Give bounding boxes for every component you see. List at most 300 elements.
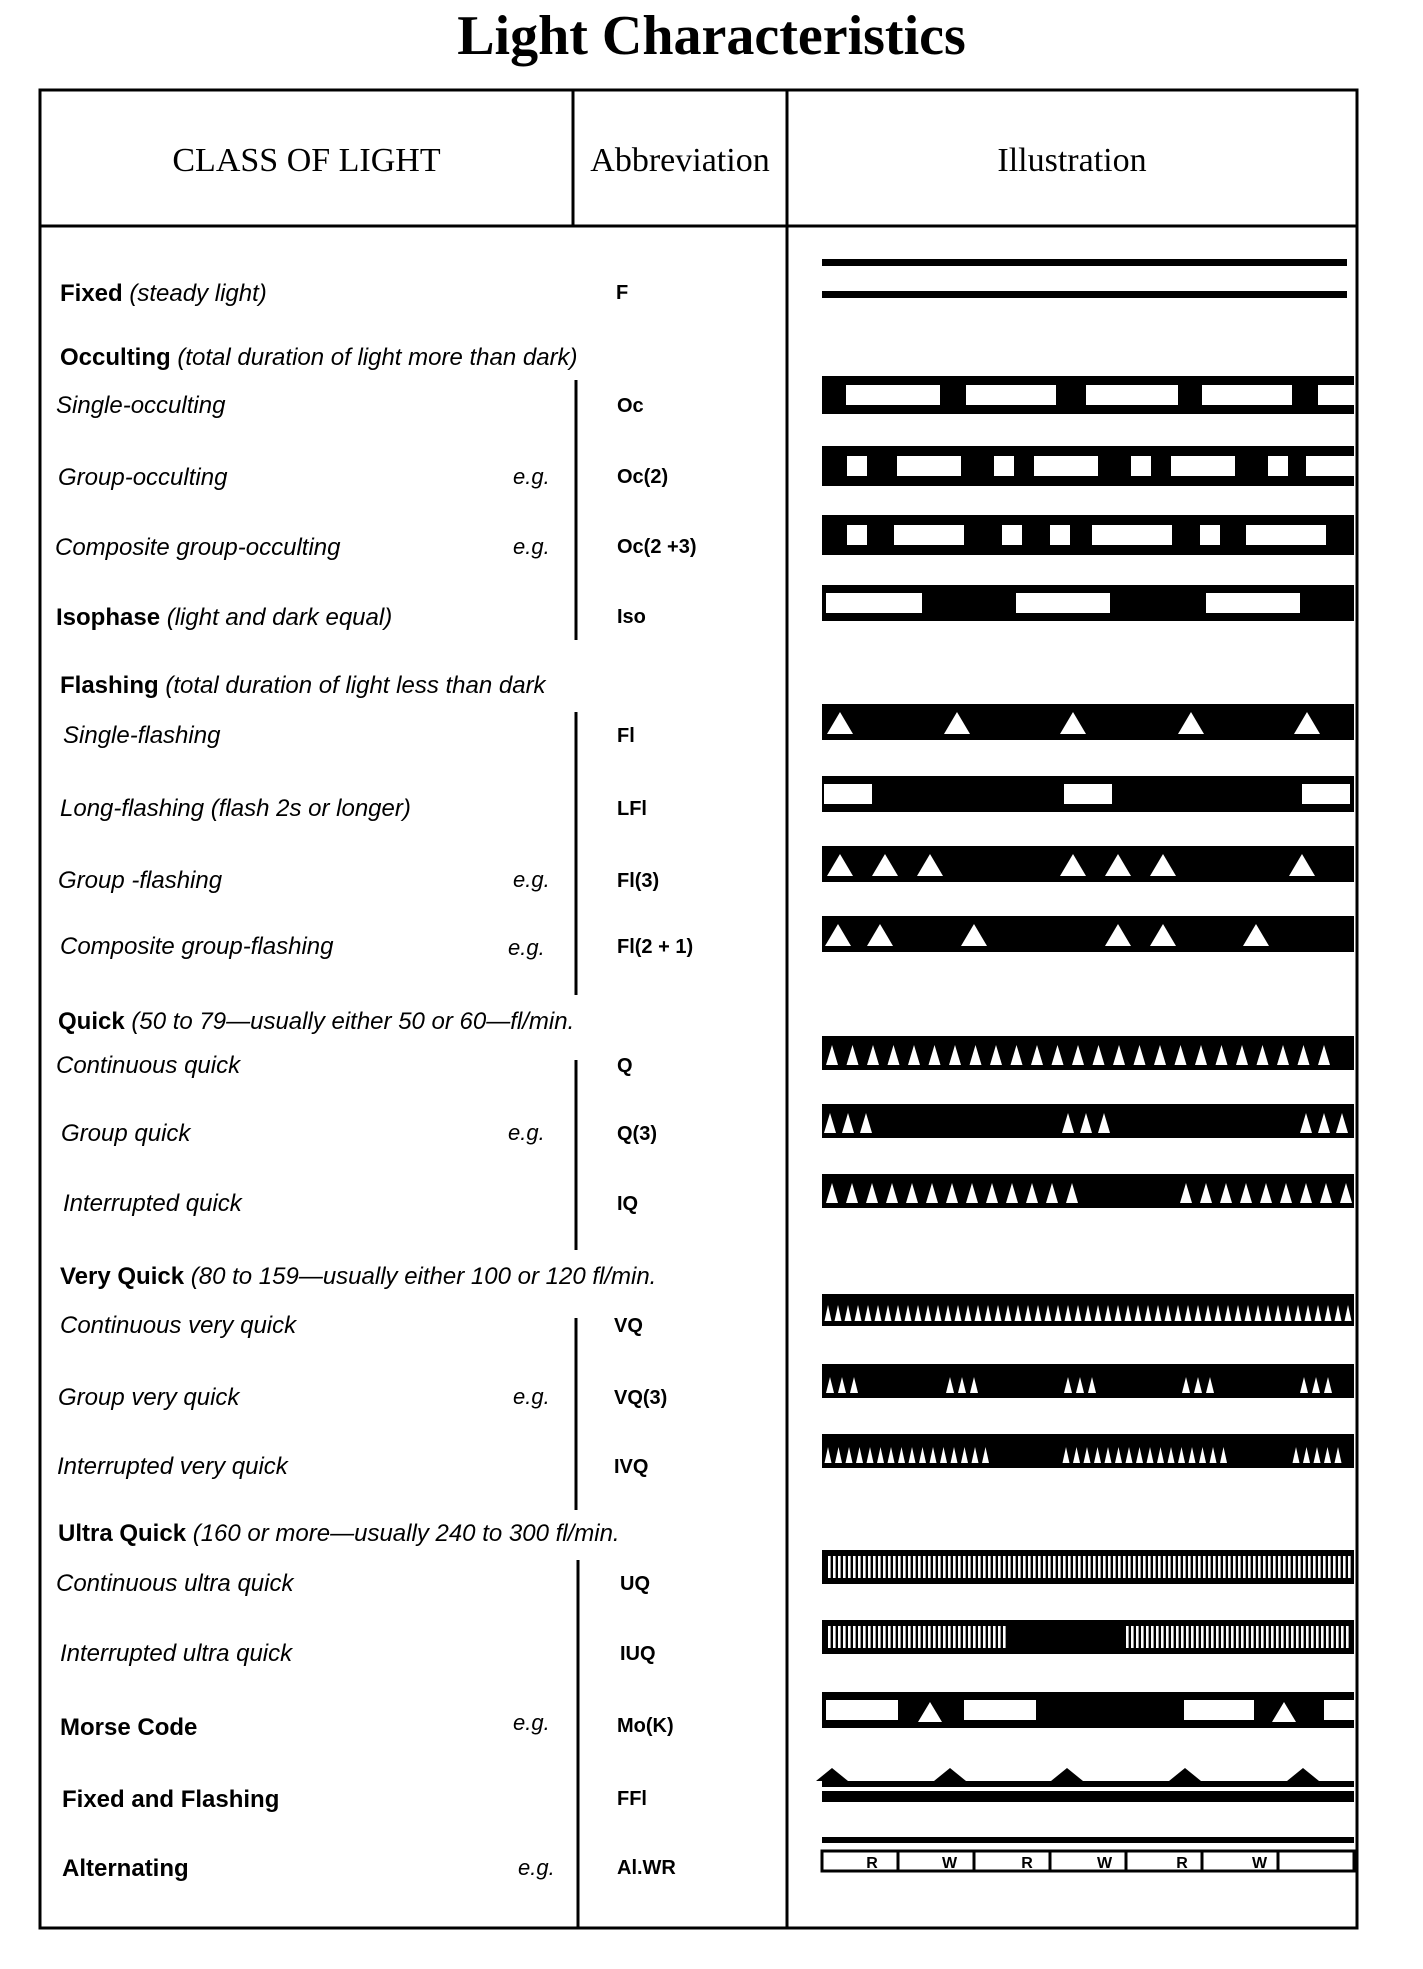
light-period: [1193, 1556, 1196, 1578]
row-label: Continuous quick: [56, 1052, 241, 1079]
abbreviation: VQ: [614, 1315, 643, 1337]
light-period: [958, 1556, 961, 1578]
light-period: [1143, 1556, 1146, 1578]
light-period: [1123, 1556, 1126, 1578]
light-period: [1053, 1556, 1056, 1578]
light-period: [1003, 1626, 1006, 1648]
example-marker: e.g.: [508, 1120, 545, 1145]
group-note: (160 or more—usually 240 to 300 fl/min.: [192, 1520, 620, 1547]
light-period: [1173, 1556, 1176, 1578]
light-period: [1238, 1556, 1241, 1578]
light-period: [1233, 1556, 1236, 1578]
header-illustration: Illustration: [997, 142, 1147, 179]
abbreviation: Fl(3): [617, 870, 660, 892]
light-period: [1338, 1556, 1341, 1578]
light-period: [1328, 1556, 1331, 1578]
light-period: [1348, 1556, 1351, 1578]
light-period: [1153, 1556, 1156, 1578]
light-period: [964, 1700, 1036, 1720]
group-heading-occulting: [60, 344, 578, 372]
light-period: [1141, 1626, 1144, 1648]
light-period: [1184, 1700, 1254, 1720]
light-period: [1083, 1556, 1086, 1578]
light-period: [1202, 385, 1292, 405]
light-period: [1248, 1556, 1251, 1578]
light-period: [973, 1626, 976, 1648]
light-period: [1151, 1626, 1154, 1648]
light-period: [858, 1626, 861, 1648]
light-period: [953, 1626, 956, 1648]
light-period: [893, 1556, 896, 1578]
light-period: [1008, 1556, 1011, 1578]
light-period: [1168, 1556, 1171, 1578]
light-period: [1318, 1556, 1321, 1578]
light-period: [1341, 1626, 1344, 1648]
light-period: [1236, 1626, 1239, 1648]
light-period: [903, 1556, 906, 1578]
light-period: [923, 1626, 926, 1648]
light-period: [1063, 1556, 1066, 1578]
group-name: Quick: [58, 1008, 125, 1035]
light-period: [898, 1626, 901, 1648]
light-period: [1018, 1556, 1021, 1578]
light-period: [1013, 1556, 1016, 1578]
light-period: [948, 1626, 951, 1648]
light-period: [1093, 1556, 1096, 1578]
light-period: [853, 1556, 856, 1578]
light-period: [888, 1626, 891, 1648]
light-period: [847, 456, 867, 476]
light-period: [1211, 1626, 1214, 1648]
light-period: [873, 1626, 876, 1648]
light-period: [983, 1626, 986, 1648]
abbreviation: Oc(2 +3): [617, 536, 697, 558]
light-period: [1023, 1556, 1026, 1578]
light-period: [978, 1556, 981, 1578]
light-period: [846, 385, 940, 405]
example-marker: e.g.: [513, 534, 550, 559]
abbreviation: Al.WR: [617, 1857, 676, 1879]
light-period: [1273, 1556, 1276, 1578]
header-class-of-light: CLASS OF LIGHT: [172, 142, 441, 179]
abbreviation: Mo(K): [617, 1715, 674, 1737]
light-period: [1028, 1556, 1031, 1578]
light-period: [1201, 1626, 1204, 1648]
light-period: [983, 1556, 986, 1578]
fixed-light-line: [822, 259, 1347, 266]
light-period: [898, 1556, 901, 1578]
light-period: [998, 1626, 1001, 1648]
light-period: [918, 1626, 921, 1648]
light-period: [826, 1700, 898, 1720]
alternating-colour-letter: R: [1021, 1855, 1033, 1872]
light-period: [847, 525, 867, 545]
light-period: [1321, 1626, 1324, 1648]
illustration-band: [822, 704, 1354, 740]
light-period: [858, 1556, 861, 1578]
light-period: [826, 593, 922, 613]
example-marker: e.g.: [518, 1855, 555, 1880]
light-period: [998, 1556, 1001, 1578]
light-period: [963, 1556, 966, 1578]
light-period: [1263, 1556, 1266, 1578]
light-period: [1068, 1556, 1071, 1578]
light-period: [948, 1556, 951, 1578]
group-name: Ultra Quick: [58, 1520, 187, 1547]
light-period: [1050, 525, 1070, 545]
light-period: [848, 1626, 851, 1648]
light-period: [1256, 1626, 1259, 1648]
row-label: Single-flashing: [63, 722, 221, 749]
light-period: [903, 1626, 906, 1648]
light-period: [1113, 1556, 1116, 1578]
light-period: [1118, 1556, 1121, 1578]
light-period: [843, 1556, 846, 1578]
light-period: [1278, 1556, 1281, 1578]
flash-mark: [1051, 1768, 1083, 1781]
group-note: (50 to 79—usually either 50 or 60—fl/min.: [131, 1008, 575, 1035]
row-label-text: Fixed: [60, 280, 123, 307]
light-period: [1166, 1626, 1169, 1648]
light-period: [1306, 456, 1354, 476]
light-period: [868, 1626, 871, 1648]
light-period: [918, 1556, 921, 1578]
light-period: [1241, 1626, 1244, 1648]
light-period: [1043, 1556, 1046, 1578]
abbreviation: Q: [617, 1055, 633, 1077]
row-label: Group quick: [61, 1120, 191, 1147]
light-period: [878, 1556, 881, 1578]
light-period: [1331, 1626, 1334, 1648]
light-period: [1261, 1626, 1264, 1648]
light-period: [1186, 1626, 1189, 1648]
light-period: [1313, 1556, 1316, 1578]
light-period: [1048, 1556, 1051, 1578]
light-period: [1221, 1626, 1224, 1648]
light-period: [928, 1626, 931, 1648]
abbreviation: IUQ: [620, 1643, 656, 1665]
light-period: [1126, 1626, 1129, 1648]
group-name: Flashing: [60, 672, 159, 699]
light-period: [913, 1626, 916, 1648]
light-period: [1163, 1556, 1166, 1578]
fixed-and-flashing-base: [822, 1796, 1354, 1802]
light-period: [1302, 784, 1350, 804]
light-period: [828, 1626, 831, 1648]
flash-mark: [816, 1768, 848, 1781]
row-label: Morse Code: [60, 1714, 198, 1741]
light-period: [838, 1556, 841, 1578]
light-period: [1283, 1556, 1286, 1578]
abbreviation: FFl: [617, 1788, 647, 1810]
light-period: [1178, 1556, 1181, 1578]
light-period: [993, 1626, 996, 1648]
light-period: [963, 1626, 966, 1648]
light-period: [843, 1626, 846, 1648]
light-period: [868, 1556, 871, 1578]
light-period: [1146, 1626, 1149, 1648]
light-period: [913, 1556, 916, 1578]
flash-mark: [934, 1768, 966, 1781]
light-period: [1216, 1626, 1219, 1648]
light-period: [824, 784, 872, 804]
light-period: [1243, 1556, 1246, 1578]
abbreviation: IQ: [617, 1193, 639, 1215]
light-period: [1131, 1626, 1134, 1648]
illustration-band: [822, 1364, 1354, 1398]
light-period: [1003, 1556, 1006, 1578]
light-period: [1002, 525, 1022, 545]
light-period: [848, 1556, 851, 1578]
light-period: [1196, 1626, 1199, 1648]
light-period: [1324, 1700, 1354, 1720]
light-period: [968, 1626, 971, 1648]
light-period: [1078, 1556, 1081, 1578]
light-period: [1158, 1556, 1161, 1578]
light-period: [1326, 1626, 1329, 1648]
light-period: [1064, 784, 1112, 804]
light-period: [1316, 1626, 1319, 1648]
light-period: [1293, 1556, 1296, 1578]
row-label: Fixed and Flashing: [62, 1786, 280, 1813]
light-period: [1286, 1626, 1289, 1648]
light-period: [1156, 1626, 1159, 1648]
light-period: [1343, 1556, 1346, 1578]
light-period: [1336, 1626, 1339, 1648]
light-period: [1311, 1626, 1314, 1648]
light-period: [933, 1556, 936, 1578]
light-period: [1131, 456, 1151, 476]
light-period: [1258, 1556, 1261, 1578]
light-period: [1268, 456, 1288, 476]
light-period: [1088, 1556, 1091, 1578]
light-period: [878, 1626, 881, 1648]
light-period: [1346, 1626, 1349, 1648]
light-period: [1306, 1626, 1309, 1648]
light-period: [1188, 1556, 1191, 1578]
flash-mark: [1169, 1768, 1201, 1781]
row-label: Alternating: [62, 1855, 189, 1882]
light-period: [1296, 1626, 1299, 1648]
group-note: (total duration of light more than dark): [177, 344, 578, 371]
light-period: [953, 1556, 956, 1578]
light-period: [908, 1626, 911, 1648]
light-period: [1301, 1626, 1304, 1648]
light-period: [928, 1556, 931, 1578]
abbreviation: Q(3): [617, 1123, 657, 1145]
row-label: Single-occulting: [56, 392, 226, 419]
light-period: [1038, 1556, 1041, 1578]
light-period: [938, 1556, 941, 1578]
light-period: [1092, 525, 1172, 545]
light-period: [1108, 1556, 1111, 1578]
group-name: Very Quick: [60, 1263, 185, 1290]
light-period: [1246, 525, 1326, 545]
light-period: [1333, 1556, 1336, 1578]
light-period: [1183, 1556, 1186, 1578]
example-marker: e.g.: [513, 1384, 550, 1409]
light-period: [993, 1556, 996, 1578]
header-abbreviation: Abbreviation: [590, 142, 770, 179]
light-period: [883, 1626, 886, 1648]
light-period: [1136, 1626, 1139, 1648]
abbreviation: Oc: [617, 395, 644, 417]
light-period: [908, 1556, 911, 1578]
light-period: [1161, 1626, 1164, 1648]
light-period: [1128, 1556, 1131, 1578]
light-period: [1303, 1556, 1306, 1578]
light-period: [1206, 593, 1300, 613]
light-period: [863, 1556, 866, 1578]
light-period: [978, 1626, 981, 1648]
row-label: Group very quick: [58, 1384, 240, 1411]
light-period: [1231, 1626, 1234, 1648]
light-period: [1098, 1556, 1101, 1578]
abbreviation: Oc(2): [617, 466, 669, 488]
light-period: [943, 1626, 946, 1648]
example-marker: e.g.: [513, 464, 550, 489]
light-period: [933, 1626, 936, 1648]
light-period: [883, 1556, 886, 1578]
alternating-colour-letter: W: [941, 1855, 958, 1872]
light-period: [1148, 1556, 1151, 1578]
row-label: Group -flashing: [58, 867, 223, 894]
light-period: [1228, 1556, 1231, 1578]
light-period: [1034, 456, 1098, 476]
light-period: [1198, 1556, 1201, 1578]
light-period: [873, 1556, 876, 1578]
light-period: [1251, 1626, 1254, 1648]
light-period: [1133, 1556, 1136, 1578]
light-period: [1308, 1556, 1311, 1578]
light-period: [897, 456, 961, 476]
row-label: Interrupted very quick: [57, 1453, 288, 1480]
light-period: [1206, 1626, 1209, 1648]
light-period: [1208, 1556, 1211, 1578]
light-period: [1323, 1556, 1326, 1578]
light-period: [938, 1626, 941, 1648]
light-period: [1281, 1626, 1284, 1648]
row-label-note: (steady light): [129, 280, 267, 307]
light-period: [1086, 385, 1178, 405]
group-heading-very-quick: [60, 1263, 656, 1291]
illustration-band: [822, 1620, 1354, 1654]
illustration-band: [822, 846, 1354, 882]
light-period: [853, 1626, 856, 1648]
alternating-colour-letter: W: [1097, 1855, 1113, 1872]
light-period: [888, 1556, 891, 1578]
light-period: [1033, 1556, 1036, 1578]
light-period: [1276, 1626, 1279, 1648]
light-period: [1103, 1556, 1106, 1578]
light-period: [1073, 1556, 1076, 1578]
light-period: [943, 1556, 946, 1578]
light-period: [1176, 1626, 1179, 1648]
light-period: [1213, 1556, 1216, 1578]
light-period: [833, 1556, 836, 1578]
row-label: Composite group-flashing: [60, 933, 334, 960]
alternating-colour-letter: W: [1252, 1855, 1268, 1872]
row-label-fixed: [60, 280, 267, 308]
flash-mark: [1287, 1768, 1319, 1781]
light-period: [1016, 593, 1110, 613]
light-period: [1138, 1556, 1141, 1578]
example-marker: e.g.: [508, 935, 545, 960]
abbreviation: VQ(3): [614, 1387, 668, 1409]
abbreviation: LFl: [617, 798, 647, 820]
fixed-light-line: [822, 291, 1347, 298]
light-period: [923, 1556, 926, 1578]
light-period: [973, 1556, 976, 1578]
abbreviation: F: [616, 282, 629, 304]
illustration-band: [822, 1174, 1354, 1208]
alternating-top-rule: [822, 1837, 1354, 1843]
alternating-colour-letter: R: [1176, 1855, 1188, 1872]
abbreviation: Fl: [617, 725, 635, 747]
example-marker: e.g.: [513, 1710, 550, 1735]
light-period: [1058, 1556, 1061, 1578]
row-label: Composite group-occulting: [55, 534, 341, 561]
light-period: [833, 1626, 836, 1648]
light-period: [838, 1626, 841, 1648]
light-period: [1246, 1626, 1249, 1648]
row-label-note: (light and dark equal): [166, 604, 393, 631]
light-period: [1200, 525, 1220, 545]
light-period: [1268, 1556, 1271, 1578]
light-period: [1218, 1556, 1221, 1578]
group-heading-quick: [58, 1008, 574, 1036]
abbreviation: Fl(2 + 1): [617, 936, 694, 958]
light-period: [863, 1626, 866, 1648]
row-label: Group-occulting: [58, 464, 228, 491]
abbreviation: IVQ: [614, 1456, 649, 1478]
illustration-band: [822, 916, 1354, 952]
light-period: [1226, 1626, 1229, 1648]
row-label: Interrupted quick: [63, 1190, 242, 1217]
illustration-band: [822, 1692, 1354, 1728]
abbreviation: Iso: [617, 606, 646, 628]
group-note: (80 to 159—usually either 100 or 120 fl/min.: [190, 1263, 657, 1290]
light-period: [988, 1556, 991, 1578]
light-period: [1223, 1556, 1226, 1578]
light-period: [1271, 1626, 1274, 1648]
light-period: [968, 1556, 971, 1578]
fixed-and-flashing-gap: [822, 1787, 1354, 1791]
light-period: [988, 1626, 991, 1648]
alternating-colour-letter: R: [866, 1855, 878, 1872]
light-period: [893, 1626, 896, 1648]
light-period: [1266, 1626, 1269, 1648]
light-period: [994, 456, 1014, 476]
row-label: Continuous very quick: [60, 1312, 297, 1339]
light-period: [1171, 1626, 1174, 1648]
light-period: [1291, 1626, 1294, 1648]
row-label-text: Isophase: [56, 604, 161, 631]
light-period: [1288, 1556, 1291, 1578]
light-period: [1203, 1556, 1206, 1578]
group-heading-flashing: [60, 672, 546, 700]
example-marker: e.g.: [513, 867, 550, 892]
light-period: [1191, 1626, 1194, 1648]
row-label: Long-flashing (flash 2s or longer): [60, 795, 411, 822]
row-label: Continuous ultra quick: [56, 1570, 294, 1597]
row-label: Interrupted ultra quick: [60, 1640, 293, 1667]
group-note: (total duration of light less than dark: [165, 672, 546, 699]
row-label-isophase: [56, 604, 392, 632]
group-name: Occulting: [60, 344, 171, 371]
light-period: [828, 1556, 831, 1578]
group-heading-ultra-quick: [58, 1520, 620, 1548]
